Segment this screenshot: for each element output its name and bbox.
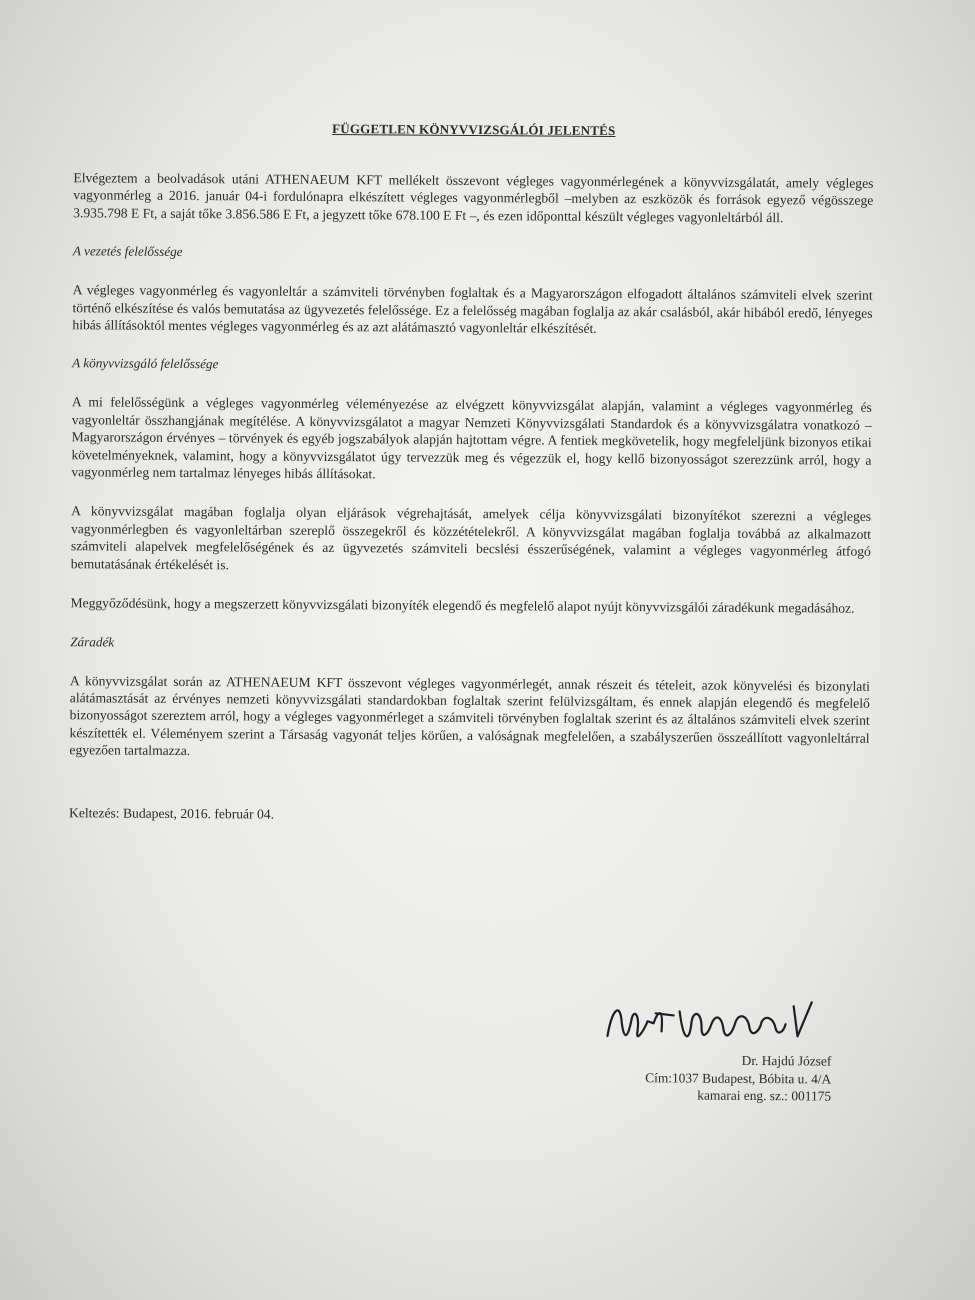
auditor-paragraph-3: Meggyőződésünk, hogy a megszerzett könyvvizsgálati bizonyíték elegendő és megfelelő alapot nyújt könyvvizsgálói záradékunk megadásához.	[70, 595, 855, 616]
section-heading-auditor: A könyvvizsgáló felelőssége	[72, 355, 219, 372]
auditor-paragraph-1: A mi felelősségünk a végleges vagyonmérleg véleményezése az elvégzett könyvvizsgálat alapján, valamint a végleges vagyonmérleg és vagyonleltár összhangjának megítélése. A könyvvizsgálatot a magyar Nemzeti Könyvvizsgálati Standardok és a könyvvizsgálatra vonatkozó – Magyarországon érvényes – törvények és egyéb jogszabályok alapján hajtottam végre. A fentiek megkövetelik, hogy megfeleljünk bizonyos etikai követelményeknek, valamint, hogy a könyvvizsgálatot úgy tervezzük meg és végezzük el, hogy kellő bizonyosságot szerezzünk arról, hogy a vagyonmérleg nem tartalmaz lényeges hibás állításokat.	[71, 394, 872, 482]
document-page	[66, 107, 874, 1243]
dateline: Keltezés: Budapest, 2016. február 04.	[68, 804, 275, 822]
section-heading-management: A vezetés felelőssége	[72, 243, 183, 260]
signer-address: Cím:1037 Budapest, Bóbita u. 4/A	[645, 1069, 832, 1087]
management-paragraph: A végleges vagyonmérleg és vagyonleltár a számviteli törvényben foglaltak és a Magyarországon elfogadott általános számviteli elvek szerint történő elkészítése és valós bemutatása az ügyvezetés felelőssége. Ez a felelősség magában foglalja az akár csalásból, akár hibából eredő, lényeges hibás állításoktól mentes végleges vagyonmérleg és az azt alátámasztó vagyonleltár elkészítését.	[72, 282, 873, 336]
clause-paragraph: A könyvvizsgálat során az ATHENAEUM KFT összevont végleges vagyonmérlegét, annak részeit és tételeit, azok könyvelési és bizonylati alátámasztását az érvényes nemzeti könyvvizsgálati standardokban foglaltak szerint felülvizsgáltam, és ennek alapján elegendő és megfelelő bizonyosságot szereztem arról, hogy a végleges vagyonmérleget a számviteli törvényben foglaltak szerint és az általános számviteli elvek szerint készítették el. Véleményem szerint a Társaság vagyonát teljes körűen, a valóságnak megfelelően, a szabályszerűen összeállított vagyonleltárral egyezően tartalmazza.	[69, 672, 870, 759]
document-title: FÜGGETLEN KÖNYVVIZSGÁLÓI JELENTÉS	[332, 121, 616, 139]
intro-paragraph: Elvégeztem a beolvadások utáni ATHENAEUM KFT mellékelt összevont végleges vagyonmérlegének a könyvvizsgálatát, amely végleges vagyonmérleg a 2016. január 04-i fordulónapra elkészített végleges vagyonmérlegből –melyben az eszközök és források egyező végösszege 3.935.798 E Ft, a saját tőke 3.856.586 E Ft, a jegyzett tőke 678.100 E Ft –, és ezen időponttal készült végleges vagyonleltárból áll.	[73, 170, 874, 225]
handwritten-signature	[597, 991, 837, 1053]
signer-registration: kamarai eng. sz.: 001175	[697, 1087, 832, 1104]
signer-name: Dr. Hajdú József	[741, 1052, 832, 1069]
section-heading-clause: Záradék	[70, 633, 115, 650]
signer-block	[645, 1051, 831, 1105]
auditor-paragraph-2: A könyvvizsgálat magában foglalja olyan eljárások végrehajtását, amelyek célja könyvvizsgálati bizonyítékot szerezni a végleges vagyonmérlegben és vagyonleltárban szereplő összegekről és közzétételekről. A könyvvizsgálat magában foglalja továbbá az alkalmazott számviteli alapelvek megfelelőségének és az ügyvezetés számviteli becslési ésszerűségének, valamint a végleges vagyonmérleg átfogó bemutatásának értékelését is.	[70, 503, 872, 573]
